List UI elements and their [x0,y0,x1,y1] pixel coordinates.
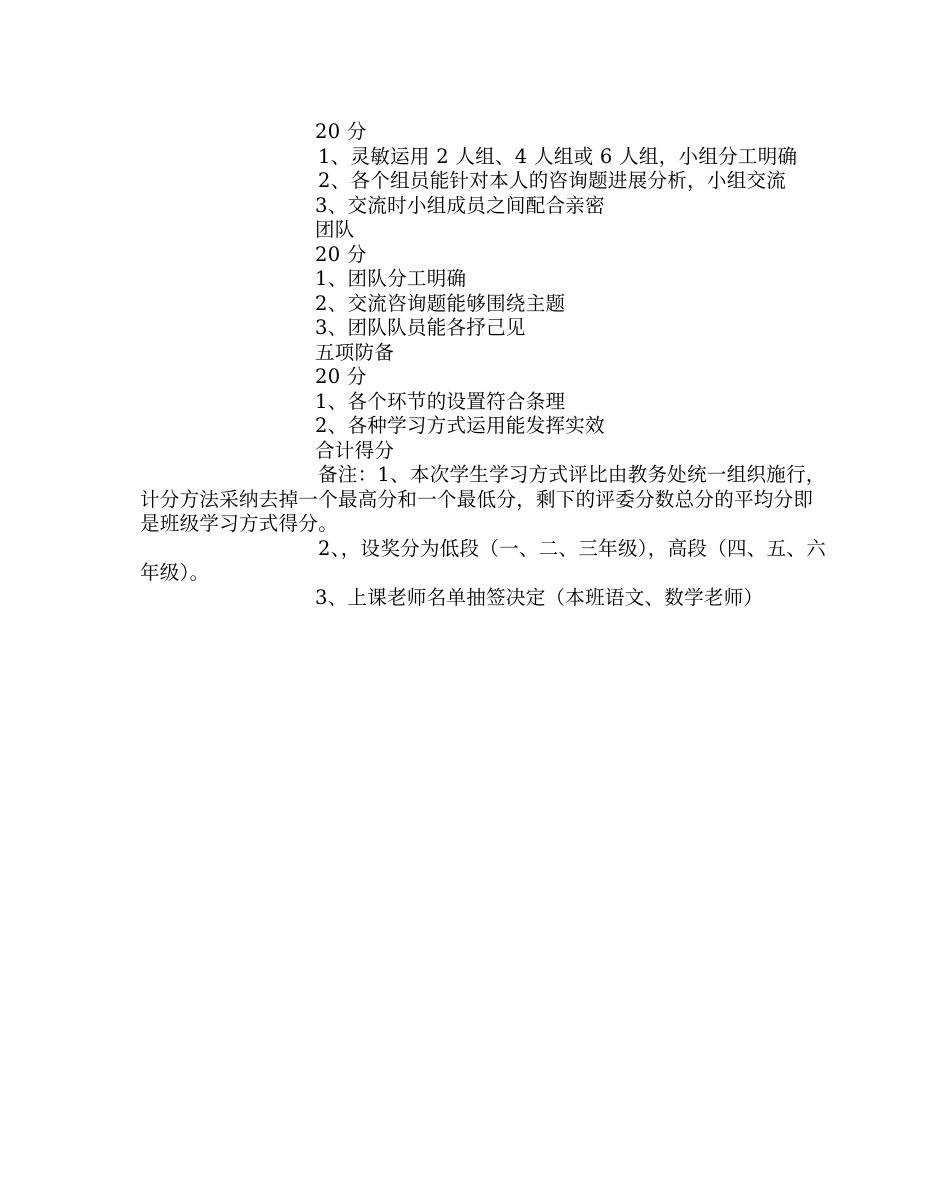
criterion-line: 1、团队分工明确 [315,267,467,290]
score-heading-1: 20 分 [315,120,367,143]
criterion-line: 2、交流咨询题能够围绕主题 [315,291,566,315]
section-heading-team: 团队 [315,218,355,241]
note-paragraph-1: 备注：1、本次学生学习方式评比由教务处统一组织施行，计分方法采纳去掉一个最高分和一个最低分，剩下的评委分数总分的平均分即是班级学习方式得分。 [140,463,826,535]
criterion-line: 3、交流时小组成员之间配合亲密 [315,193,605,217]
section-heading-five-items: 五项防备 [315,340,395,364]
total-score-label: 合计得分 [315,438,395,462]
score-heading-3: 20 分 [315,365,367,388]
note-line-3: 3、上课老师名单抽签决定（本班语文、数学老师） [315,585,764,609]
criterion-paragraph: 2、各个组员能针对本人的咨询题进展分析，小组交流 [318,169,787,192]
score-heading-2: 20 分 [315,242,367,266]
criterion-line: 2、各种学习方式运用能发挥实效 [315,414,605,437]
document-body [140,120,830,610]
note-paragraph-2: 2、，设奖分为低段（一、二、三年级），高段（四、五、六年级）。 [140,536,827,584]
criterion-line: 3、团队队员能各抒己见 [315,316,526,339]
criterion-line: 1、各个环节的设置符合条理 [315,389,566,413]
criterion-paragraph: 1、灵敏运用 2 人组、4 人组或 6 人组，小组分工明确 [318,144,798,168]
